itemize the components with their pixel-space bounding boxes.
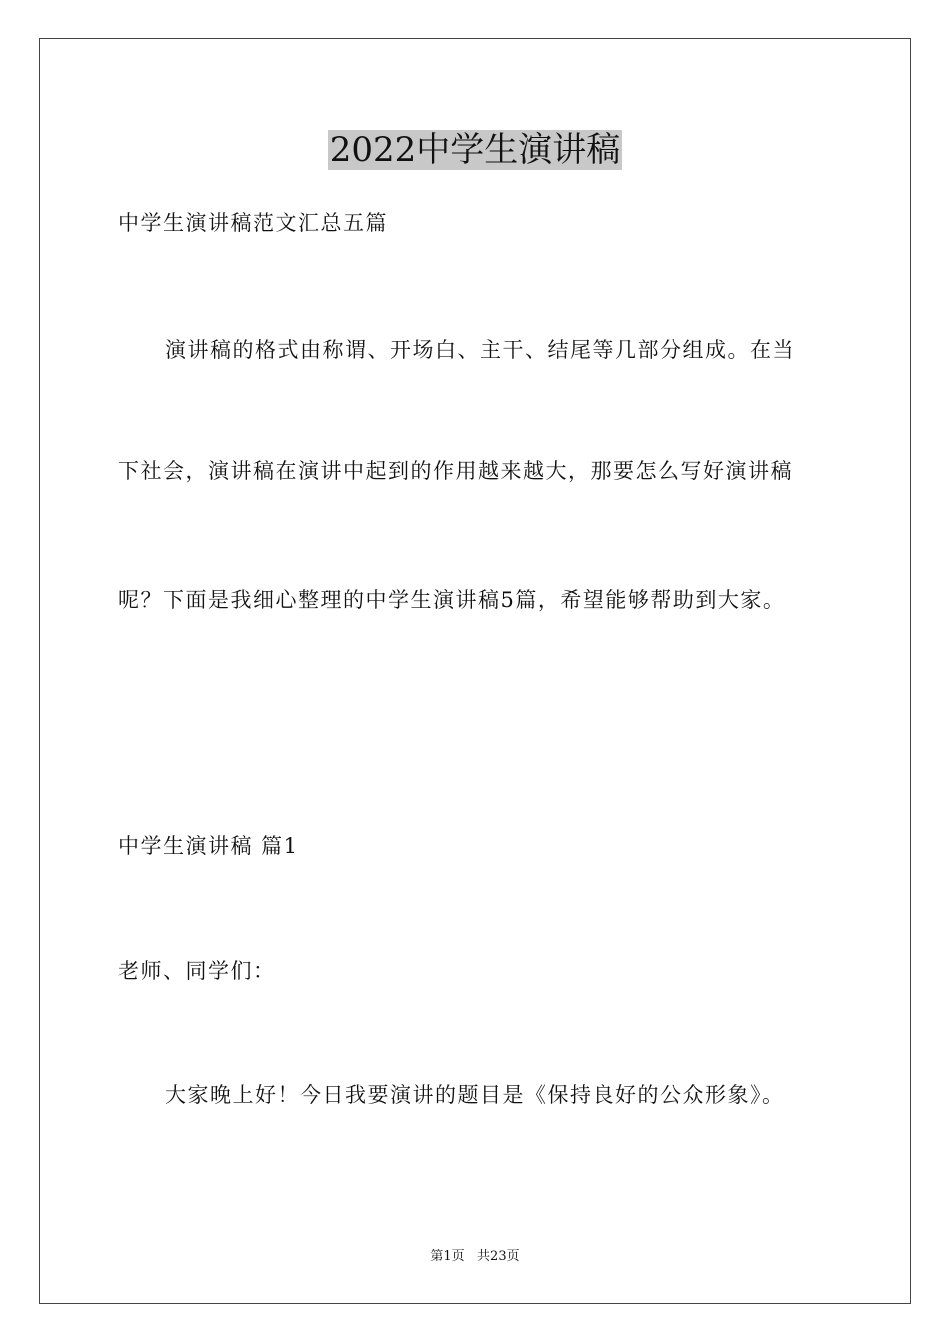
intro-line-1: 演讲稿的格式由称谓、开场白、主干、结尾等几部分组成。在当 bbox=[165, 338, 795, 362]
document-title bbox=[0, 128, 950, 172]
intro-line-3: 呢？下面是我细心整理的中学生演讲稿5篇，希望能够帮助到大家。 bbox=[118, 588, 786, 612]
section-heading: 中学生演讲稿 篇1 bbox=[118, 834, 299, 858]
salutation: 老师、同学们： bbox=[118, 959, 276, 983]
document-title-text: 2022中学生演讲稿 bbox=[329, 130, 621, 170]
intro-line-2: 下社会，演讲稿在演讲中起到的作用越来越大，那要怎么写好演讲稿 bbox=[118, 459, 793, 483]
document-subtitle: 中学生演讲稿范文汇总五篇 bbox=[118, 211, 388, 235]
page-footer: 第1页 共23页 bbox=[430, 1249, 520, 1264]
body-line-1: 大家晚上好！今日我要演讲的题目是《保持良好的公众形象》。 bbox=[165, 1083, 785, 1107]
